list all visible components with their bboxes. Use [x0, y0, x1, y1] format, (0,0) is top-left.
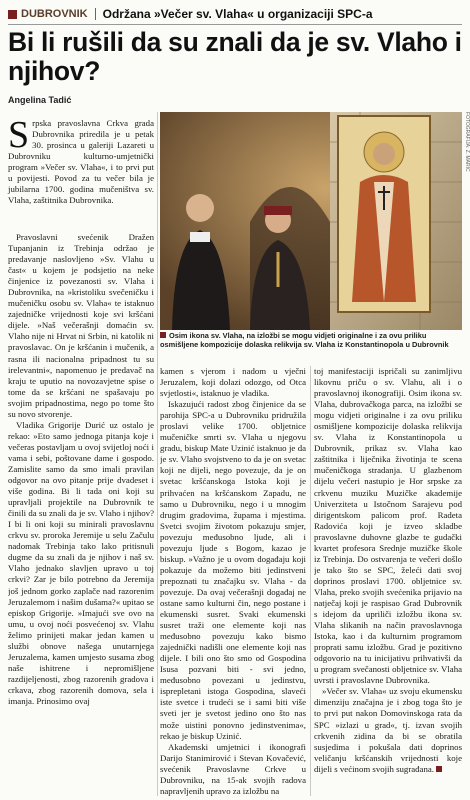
paragraph: Iskazujući radost zbog činjenice da se parohija SPC-a u Dubrovniku pridružila proslavi velike 1700. obljetnice mučeničke smrti sv. Vlaha u njegovu gradu, biskup Mate Uzinić istaknuo je da je sv. Vlaho svojstveno to da je on svetac koji ne dijeli, nego povezuje, da je on svetac kršćanskoga Istoka koji je prihvaćen na kršćanskom Zapadu, ne samo u Dubrovniku, nego i u mnogim drugim gradovima, župama i mjestima. Svetci svojim životom pokazuju smjer, povezuju međusobno ljude, ali i povezuju ljude s Bogom, kazao je biskup. »Važno je u ovom događaju koji pokazuje da možemo biti jedinstveni prepoznati tu značajku sv. Vlaha - da povezuje. Da ovaj večerašnji događaj ne ostane samo kulturni čin, nego postane i ekumenski susret. Svaki ekumenski susret traži one elemente koji nas međusobno povezuju kako bismo zajednički nadišli one elemente koji nas dijele. I bili ono što smo od Gospodina Isusa pozvani biti - svi jedno, međusobno povezani u jedinstvu, isprepletani istoga Gospodina, slaveći iste svetce i trudeći se i sami biti više sveti jer je svetost jedino ono što nas može uistini ponovno jedinstvenima«, rekao je biskup Uzinić.: [160, 399, 306, 741]
column-2: [160, 366, 306, 796]
article-kicker: Održana »Večer sv. Vlaha« u organizaciji SPC-a: [102, 7, 373, 21]
paragraph: [314, 686, 462, 774]
article-header: [8, 6, 373, 22]
column-3: [314, 366, 462, 796]
column-1-lead: [8, 114, 154, 206]
paragraph: kamen s vjerom i nadom u vječni Jeruzalem, koji dolazi odozgo, od Otca svjetlosti«, istaknuo je vladika.: [160, 366, 306, 399]
closing-paragraph: »Večer sv. Vlaha« uz svoju ekumensku dimenziju značajna je i zbog toga što je to prvi put nakon Domovinskoga rata da SPC »izlazi u grad«, tj. izvan svojih crkvenih zidina da bi se obratila susjedima i pokušala dati doprinos veličanju kršćanskih vrijednosti koje dijeli s većinom svojih sugrađana.: [314, 686, 462, 774]
section-tag: [8, 8, 88, 20]
article-photo: [160, 112, 462, 330]
drop-cap: S: [8, 114, 30, 156]
section-label: DUBROVNIK: [21, 8, 88, 20]
end-square-icon: [436, 766, 442, 772]
header-rule: [8, 24, 462, 25]
column-divider: [310, 366, 311, 796]
paragraph: Akademski umjetnici i ikonografi Darijo Stanimirović i Stevan Kovačević, svećenik Pravoslavne Crkve u Dubrovniku, na 15-ak svojih radova napravljenih upravo za izložbu na: [160, 741, 306, 796]
square-marker-icon: [8, 10, 17, 19]
photo-credit: FOTOGRAFIJA: Z. MARIĆ: [464, 112, 470, 172]
photo-illustration: [160, 112, 462, 330]
paragraph: Pravoslavni svećenik Dražen Tupanjanin iz Trebinja održao je predavanje naslovljeno »Sv. Vlahu u čast« u kojem je podsjetio na neke činjenice iz povezanosti sv. Vlaha i Dubrovnika, na »kristoliku svečeničku i mučeničku osobu sv. Vlaha« te istaknuo zajedničke vrijednosti koje svi kršćani dijele. »Naš večerašnji domaćin sv. Vlaho nije ni Hrvat ni Srbin, ni katolik ni pravoslavac. On je kršćanin i mučenik, a rasna ili nacionalna pripadnost tu su irelevantni«, napomenuo je predavač na kraju te uputio na novozavjetne spise o tome da se kršćani ne spašavaju po svojim pripadnostima, nego po tome što su novo stvorenje.: [8, 232, 154, 419]
column-divider: [157, 112, 158, 796]
header-divider: [95, 8, 96, 20]
article-byline: Angelina Tadić: [8, 95, 72, 105]
paragraph: toj manifestaciji ispričali su zanimljivu likovnu priču o sv. Vlahu, ali i o pravoslavnoj ikonografiji. Osim ikona sv. Vlaha, dubrovačkoga parca, na izložbi se mogu vidjeti originalne i za ovu priliku osmišljene kompozicije dolaska relikvija sv. Vlaha iz Konstantinopola u Dubrovnik, prikaz sv. Vlaha kao zaštitnika i liječnika životinja te scena mučeničkoga stradanja. U glazbenom dijelu večeri nastupio je Hor srpske za crkvenu muziku Muzičke akademije Univerziteta u Istočnom Sarajevu pod dirigentskom palicom prof. Radeta Radovića koji je izveo skladbe pravoslavne duhovne glazbe te gudački kvartet profesora Srednje muzičke škole iz Trebinja. Do ostvarenja te večeri došlo je tako što se SPC, želeći dati svoj doprinos proslavi 1700. obljetnice sv. Vlaha, preko svojih svećenika prijavio na natječaj koji je raspisao Grad Dubrovnik s idejom da upriliči izložbu ikona sv. Vlaha slikanih na način pravoslavnoga Istoka, kao i da kulturnim programom proprati samu izložbu. Grad je pozitivno odgovorio na tu inicijativu prihvativši da u program svečanosti obljetnice sv. Vlaha uvrsti i pravoslavne Dubrovnika.: [314, 366, 462, 686]
paragraph: Vladika Grigorije Durić uz ostalo je rekao: »Eto samo jednoga pitanja koje i večeras postavljam u ovoj svijetloj noći i vama i sebi, poštovane dame i gospodo. Zamislite samo da smo imali pravilan odgovor na ovo pitanje prije dvadeset i više godina. Bi li tada oni koji su upravljali projektile na Dubrovnik te činili da su znali da je sv. Vlaho i njihov? I bi li oni koji su minirali pravoslavnu crkvu sv. proroka Jeremije u selu Začulu nadomak Trebinja tako lako pritisnuli dugme da su znali da je njihov i naš sv. Vlaho jednako slavljen upravo u toj crkvi? Zar je bilo potrebno da Jeremija još jednom gorko zaplače nad razorenim Jeruzalemom i našim dušama?« upitao se episkop Grigorije. »Imajući sve ovo na umu, u ovoj noći posvećenoj sv. Vlahu želimo prinijeti makar jedan kamen u službi obnove našega unutarnjega Jeruzalema, kamen umjesto susama zbog naše ishitrene i nepromišljene razdijeljenosti, zbog razorenih gradova i crkava, zbog razorenih domova, sela i imanja. Prinosimo ovaj: [8, 419, 154, 706]
article-headline: Bi li rušili da su znali da je sv. Vlaho i njihov?: [8, 27, 462, 86]
square-bullet-icon: [160, 332, 166, 338]
column-1: [8, 232, 154, 796]
lead-paragraph: rpska pravoslavna Crkva grada Dubrovnika priredila je u petak 30. prosinca u galeriji Lazareti u Dubrovniku kulturno-umjetnički program »Večer sv. Vlaha«, i to prvi put u povijesti. Povod za tu večer bila je jubilarna 1700. godina mučeništva sv. Vlaha, zaštitnika Dubrovnika.: [8, 118, 154, 206]
caption-text: Osim ikona sv. Vlaha, na izložbi se mogu vidjeti originalne i za ovu priliku osmišljene kompozicije dolaska relikvija sv. Vlaha iz Konstantinopola u Dubrovnik: [160, 331, 449, 350]
photo-caption: [160, 331, 462, 350]
